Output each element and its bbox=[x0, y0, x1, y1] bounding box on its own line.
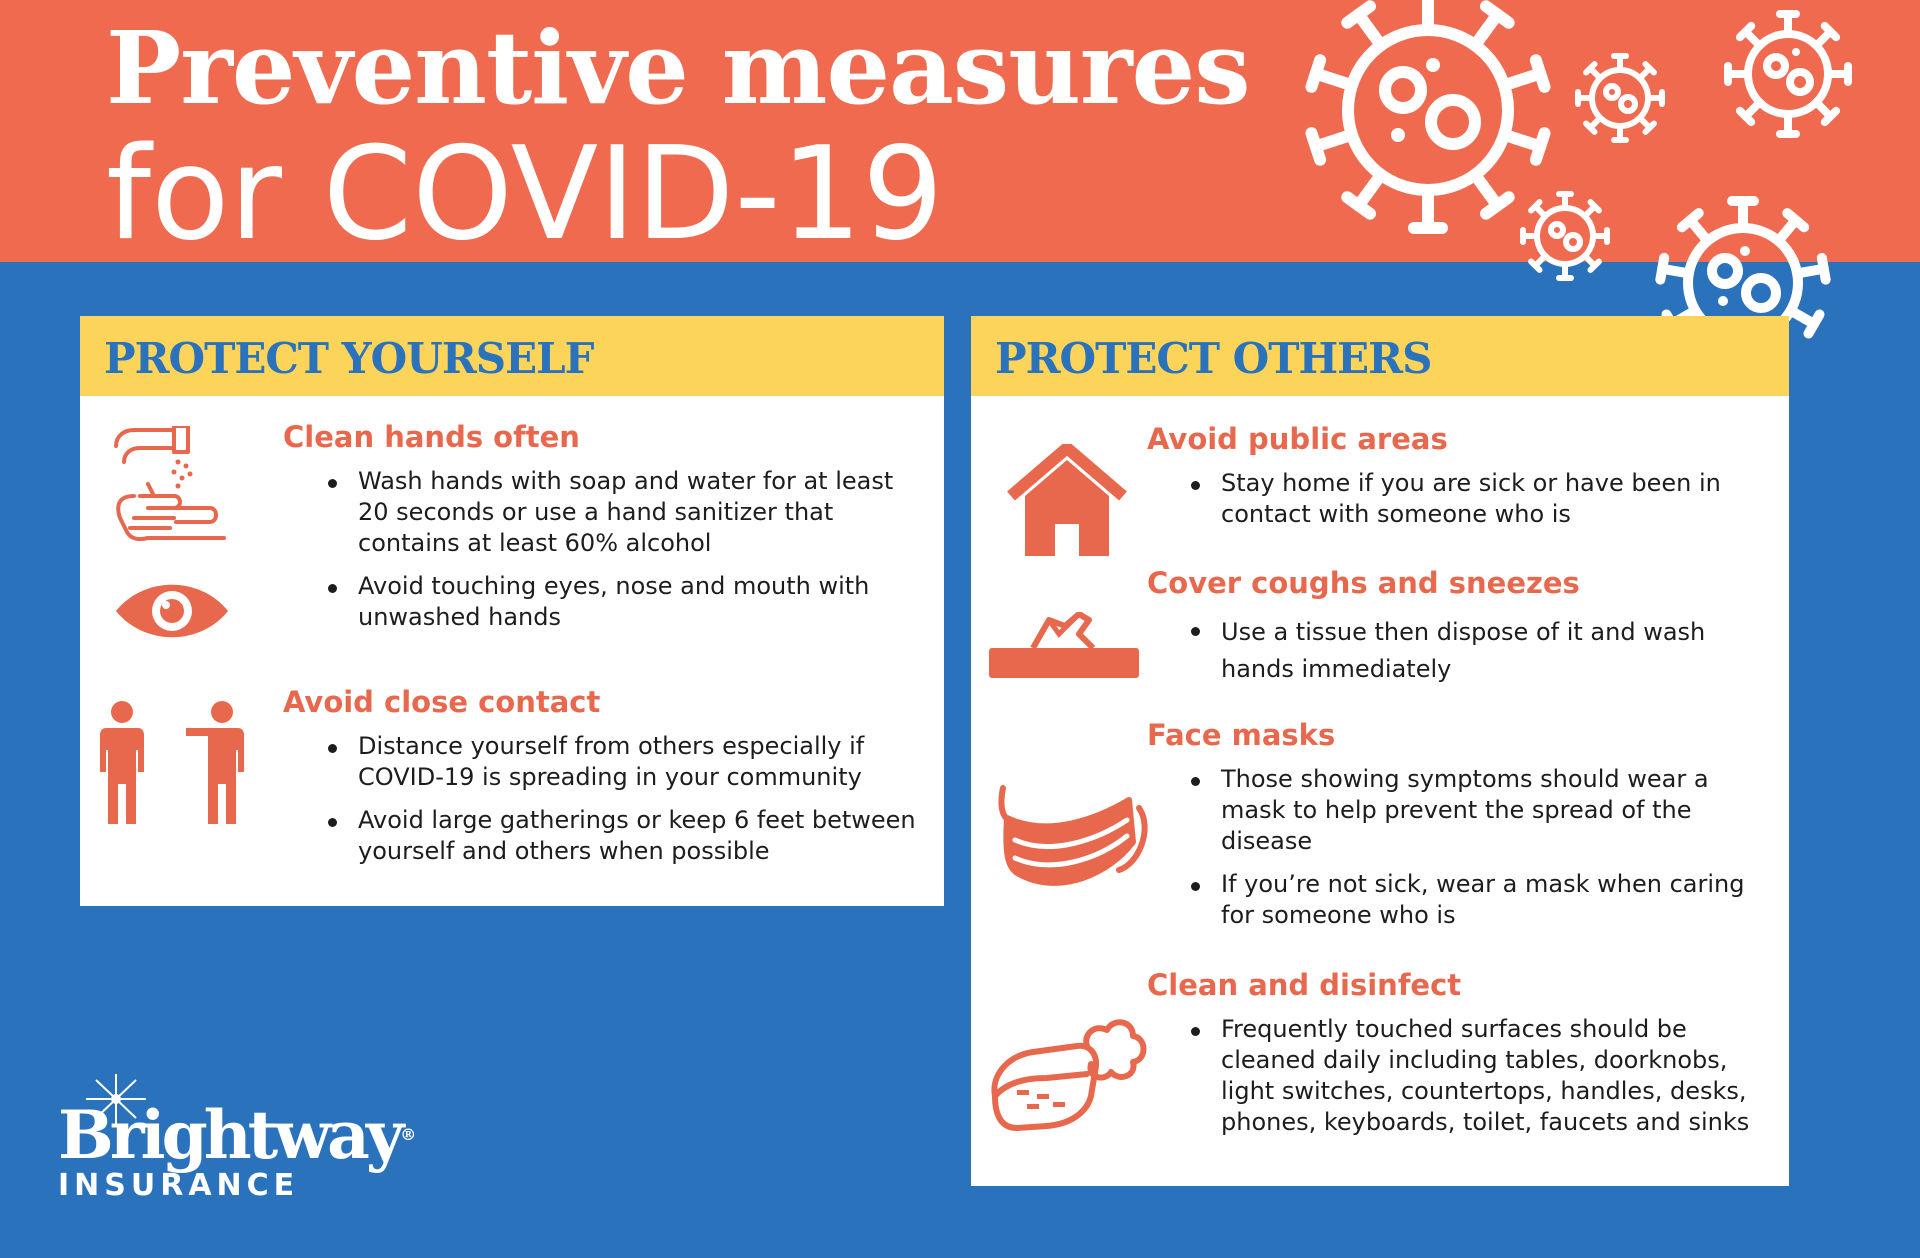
list-item: Wash hands with soap and water for at least 20 seconds or use a hand sanitizer that contains at least 60% alcohol bbox=[320, 466, 920, 559]
list-item: Those showing symptoms should wear a mask to help prevent the spread of the disease bbox=[1183, 764, 1763, 857]
virus-icon bbox=[1570, 48, 1670, 148]
section-title-avoid-public-areas: Avoid public areas bbox=[1147, 422, 1448, 456]
page-title-line1: Preventive measures bbox=[106, 9, 1250, 127]
virus-icon bbox=[1718, 4, 1858, 144]
tissue-box-icon bbox=[989, 612, 1139, 682]
protect-yourself-title: PROTECT YOURSELF bbox=[104, 334, 594, 383]
logo-name: Brightway bbox=[58, 1096, 401, 1174]
protect-others-header bbox=[971, 316, 1789, 396]
list-item: Use a tissue then dispose of it and wash hands immediately bbox=[1183, 614, 1763, 688]
section-title-clean-and-disinfect: Clean and disinfect bbox=[1147, 968, 1462, 1002]
list-item: Stay home if you are sick or have been in contact with someone who is bbox=[1183, 468, 1763, 530]
avoid-close-contact-bullets bbox=[320, 731, 920, 879]
section-title-face-masks: Face masks bbox=[1147, 718, 1336, 752]
section-title-cover-coughs: Cover coughs and sneezes bbox=[1147, 566, 1580, 600]
virus-icon bbox=[1515, 186, 1615, 286]
list-item: Distance yourself from others especially if COVID-19 is spreading in your community bbox=[320, 731, 920, 793]
hand-washing-icon bbox=[114, 426, 230, 550]
distancing-people-icon bbox=[96, 700, 246, 826]
section-title-avoid-close-contact: Avoid close contact bbox=[283, 685, 601, 719]
brightway-logo bbox=[58, 1096, 417, 1174]
eye-icon bbox=[114, 576, 230, 646]
logo-subtitle: INSURANCE bbox=[58, 1168, 300, 1203]
cover-coughs-bullets bbox=[1183, 614, 1763, 700]
logo-registered-mark: ® bbox=[400, 1125, 417, 1144]
clean-and-disinfect-bullets bbox=[1183, 1014, 1763, 1150]
page-title-line2: for COVID-19 bbox=[106, 120, 944, 269]
protect-others-title: PROTECT OTHERS bbox=[995, 334, 1432, 383]
section-title-clean-hands: Clean hands often bbox=[283, 420, 580, 454]
avoid-public-areas-bullets bbox=[1183, 468, 1763, 542]
list-item: Frequently touched surfaces should be cleaned daily including tables, doorknobs, light switches, countertops, handles, desks, phones, keyboards, toilet, faucets and sinks bbox=[1183, 1014, 1763, 1138]
house-icon bbox=[1005, 444, 1129, 556]
clean-hands-bullets bbox=[320, 466, 920, 645]
protect-yourself-panel bbox=[80, 316, 944, 906]
protect-others-panel bbox=[971, 316, 1789, 1186]
face-masks-bullets bbox=[1183, 764, 1763, 943]
sponge-icon bbox=[987, 1016, 1149, 1132]
protect-yourself-header bbox=[80, 316, 944, 396]
list-item: Avoid large gatherings or keep 6 feet between yourself and others when possible bbox=[320, 805, 920, 867]
list-item: Avoid touching eyes, nose and mouth with unwashed hands bbox=[320, 571, 920, 633]
list-item: If you’re not sick, wear a mask when caring for someone who is bbox=[1183, 869, 1763, 931]
face-mask-icon bbox=[989, 778, 1149, 898]
